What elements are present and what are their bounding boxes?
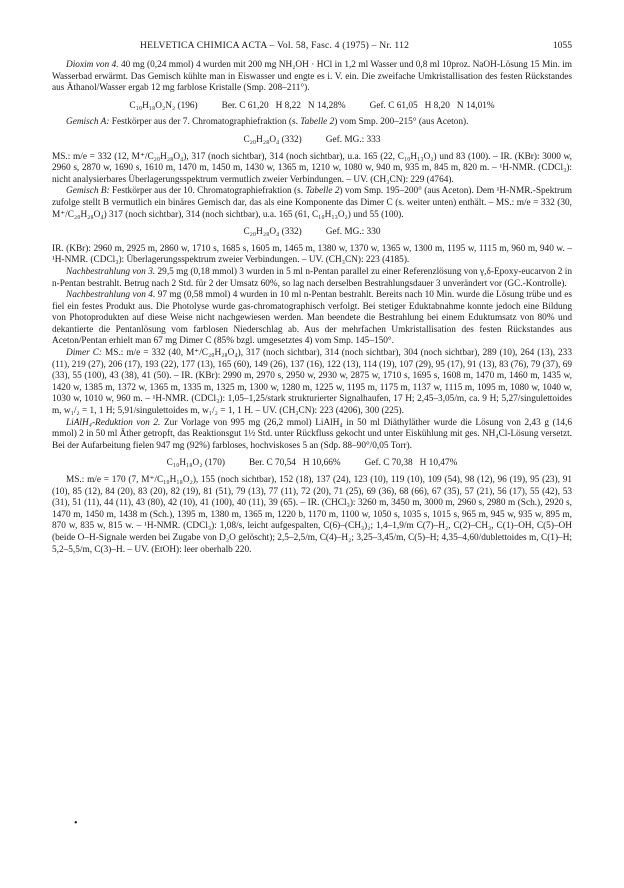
paragraph-heading: Dimer C: xyxy=(66,348,103,359)
paragraph-heading: Gemisch A: xyxy=(66,117,110,128)
calculated-values: Ber. C 70,54 H 10,66% xyxy=(248,458,341,469)
found-values: Gef. C 70,38 H 10,47% xyxy=(364,458,458,469)
elemental-analysis-1 xyxy=(52,101,572,113)
paragraph-heading: Nachbestrahlung von 4. xyxy=(66,290,156,301)
formula: C₁₀H₁₈O₂ (170) xyxy=(166,458,225,469)
found-values: Gef. C 61,05 H 8,20 N 14,01% xyxy=(369,100,495,111)
formula: C₂₀H₂₈O₄ (332) xyxy=(243,227,302,238)
paragraph-heading: Gemisch B: xyxy=(66,186,110,197)
journal-title: HELVETICA CHIMICA ACTA – Vol. 58, Fasc. 4 (1975) – Nr. 112 xyxy=(140,40,410,51)
found-values: Gef. MG.: 330 xyxy=(325,227,381,238)
found-values: Gef. MG.: 333 xyxy=(325,134,381,145)
formula: C₂₀H₂₈O₄ (332) xyxy=(243,134,302,145)
paragraph-gemisch-a: Gemisch A: Festkörper aus der 7. Chromatographiefraktion (s. Tabelle 2) vom Smp. 200–215° (aus Aceton). xyxy=(66,117,469,128)
paragraph-nachbestrahlung-4: Nachbestrahlung von 4. 97 mg (0,58 mmol) 4 wurden in 10 ml n-Pentan bestrahlt. Bereits nach 10 Min. wurde die Lösung trübe und es fiel ein festes Produkt aus. Die Photolyse wurde gas-chromatographisch verfolgt. Bei stetiger Eduktabnahme konnte jedoch eine Bildung von Photoprodukten auf diese Weise nicht nachgewiesen werden. Man beendete die Bestrahlung bei einem Eduktumsatz von 80% und dekantierte die Pentanlösung vom farblosen Niederschlag ab. Aus der mehrfachen Umkristallisation des festen Rückstandes aus Aceton/Pentan erhielt man 67 mg Dimer C (85% bzgl. umgesetztes 4) vom Smp. 145–150°. xyxy=(52,290,572,347)
bottom-mark: • xyxy=(74,818,78,829)
body-text xyxy=(52,60,572,556)
paragraph-spectra-b: IR. (KBr): 2960 m, 2925 m, 2860 w, 1710 s, 1685 s, 1605 m, 1465 m, 1380 w, 1370 w, 1365 w, 1300 m, 1195 w, 1115 m, 960 m, 940 w. – ¹H-NMR. (CDCl₃): Überlagerungsspektrum zweier Verbindungen. – UV. (CH₃CN): 223 (4185). xyxy=(52,243,572,266)
running-header xyxy=(52,40,572,54)
paragraph-dimer-c: Dimer C: MS.: m/e = 332 (40, M⁺/C₂₀H₂₈O₄), 317 (noch sichtbar), 314 (noch sichtbar), 304 (noch sichtbar), 289 (10), 264 (13), 233 (11), 219 (27), 206 (17), 193 (22), 177 (13), 165 (60), 149 (26), 137 (16), 122 (13), 114 (19), 107 (29), 95 (17), 91 (13), 83 (76), 79 (37), 69 (33), 55 (100), 43 (38), 41 (50). – IR. (KBr): 2990 m, 2970 s, 2950 w, 2930 w, 2875 w, 1710 s, 1695 s, 1608 m, 1470 m, 1460 m, 1435 w, 1420 w, 1385 m, 1372 w, 1365 m, 1335 m, 1325 m, 1300 w, 1280 m, 1225 w, 1195 m, 1175 m, 1137 w, 1115 m, 1095 m, 1080 w, 1040 w, 1030 w, 1010 w, 960 m. – ¹H-NMR. (CDCl₃): 1,05–1,25/stark strukturierter Signalhaufen, 17 H; 2,45–3,05/m, ca. 9 H; 5,27/singulettoides m, w₁/₂ = 1, 1 H; 5,91/singulettoides m, w₁/₂ = 1, 1 H. – UV. (CH₃CN): 223 (4206), 300 (225). xyxy=(52,348,572,417)
molecular-weight-2 xyxy=(52,227,572,239)
paragraph-dioxim xyxy=(52,60,572,95)
page-number: 1055 xyxy=(552,40,572,51)
paragraph-lialh4-reduktion: LiAlH₄-Reduktion von 2. Zur Vorlage von 995 mg (26,2 mmol) LiAlH₄ in 50 ml Diäthyläther wurde die Lösung von 2,43 g (14,6 mmol) 2 in 50 ml Äther getropft, das Reaktionsgut 1½ Std. unter Rückfluss gekocht und unter Eiskühlung mit ges. NH₄Cl-Lösung versetzt. Bei der Aufarbeitung fielen 947 mg (92%) farbloses, hochviskoses 5 an (Sdp. 88–90°/0,05 Torr). xyxy=(52,417,572,451)
elemental-analysis-2 xyxy=(52,458,572,470)
paragraph-heading: Dioxim von 4. xyxy=(66,60,119,70)
paragraph-heading: Nachbestrahlung von 3. xyxy=(66,266,156,277)
paragraph-gemisch-b: Gemisch B: Festkörper aus der 10. Chromatographiefraktion (s. Tabelle 2) vom Smp. 195–200° (aus Aceton). Dem ¹H-NMR.-Spektrum zufolge stellt B vermutlich ein binäres Gemisch dar, das als eine Komponente das Dimer C (s. weiter unten) enthält. – MS.: m/e = 332 (30, M⁺/C₂₀H₂₈O₄) 317 (noch sichtbar), 314 (noch sichtbar), u.a. 165 (61, C₁₀H₁₃O₂) und 55 (100). xyxy=(52,186,572,220)
paragraph-spectra-a: MS.: m/e = 332 (12, M⁺/C₂₀H₂₈O₄), 317 (noch sichtbar), 314 (noch sichtbar), u.a. 165 (22, C₁₀H₁₃O₂) und 83 (100). – IR. (KBr): 3000 w, 2960 s, 2870 w, 1690 s, 1610 m, 1470 m, 1450 m, 1430 w, 1365 m, 1210 w, 1080 w, 940 m, 935 m, 845 m, 820 m. – ¹H-NMR. (CDCl₃): nicht analysierbares Überlagerungsspektrum vermutlich zweier Verbindungen. – UV. (CH₃CN): 229 (4764). xyxy=(52,151,572,185)
paragraph-body: 40 mg (0,24 mmol) 4 wurden mit 200 mg NH₂OH · HCl in 1,2 ml Wasser und 0,8 ml 10proz. NaOH-Lösung 15 Min. im Wasserbad erwärmt. Das Gemisch kühlte man in Eiswasser und engte es i. V. ein. Die zweifache Umkristallisation des festen Rückstandes aus Äthanol/Wasser ergab 12 mg farblose Kristalle (Smp. 208–211°). xyxy=(52,60,572,94)
table-reference: Tabelle 2 xyxy=(305,186,340,197)
table-reference: Tabelle 2 xyxy=(300,117,335,128)
paragraph-heading: LiAlH₄-Reduktion von 2. xyxy=(66,417,161,428)
paragraph-nachbestrahlung-3: Nachbestrahlung von 3. 29,5 mg (0,18 mmol) 3 wurden in 5 ml n-Pentan parallel zu einer Referenzlösung von γ,δ-Epoxy-eucarvon 2 in n-Pentan bestrahlt. Betrug nach 2 Std. für 2 der Umsatz 60%, so lag nach derselben Bestrahlungsdauer 3 unverändert vor (GC.-Kontrolle). xyxy=(52,266,573,289)
paragraph-spectra-5: MS.: m/e = 170 (7, M⁺/C₁₀H₁₈O₂), 155 (noch sichtbar), 152 (18), 137 (24), 123 (10), 119 (10), 109 (54), 98 (12), 96 (19), 95 (23), 91 (10), 85 (12), 84 (20), 83 (20), 82 (19), 81 (51), 79 (13), 77 (11), 72 (20), 71 (25), 69 (36), 68 (66), 67 (35), 57 (21), 56 (17), 55 (42), 53 (31), 51 (11), 44 (11), 43 (80), 42 (10), 41 (100), 40 (11), 39 (65). – IR. (CHCl₃): 3260 m, 3450 m, 3000 m, 2960 s, 2980 m (Sch.), 2920 s, 1470 m, 1450 m, 1438 m (Sch.), 1395 m, 1380 m, 1365 m, 1220 b, 1170 m, 1100 w, 1050 s, 1035 s, 1015 s, 965 m, 945 w, 935 w, 895 m, 870 w, 835 w, 815 w. – ¹H-NMR. (CDCl₃): 1,08/s, leicht aufgespalten, C(6)–(CH₃)₂; 1,4–1,9/m C(7)–H₂, C(2)–CH₃, C(1)–OH, C(5)–OH (beide O–H-Signale werden bei Zugabe von D₂O gelöscht); 2,5–2,5/m, C(4)–H₂; 3,25–3,45/m, C(5)–H; 4,35–4,60/dublettoides m, C(1)–H; 5,2–5,5/m, C(3)–H. – UV. (EtOH): leer oberhalb 220. xyxy=(52,475,572,555)
calculated-values: Ber. C 61,20 H 8,22 N 14,28% xyxy=(221,100,346,111)
formula: C₁₀H₁₈O₂N₂ (196) xyxy=(129,100,198,111)
molecular-weight-1 xyxy=(52,135,572,147)
